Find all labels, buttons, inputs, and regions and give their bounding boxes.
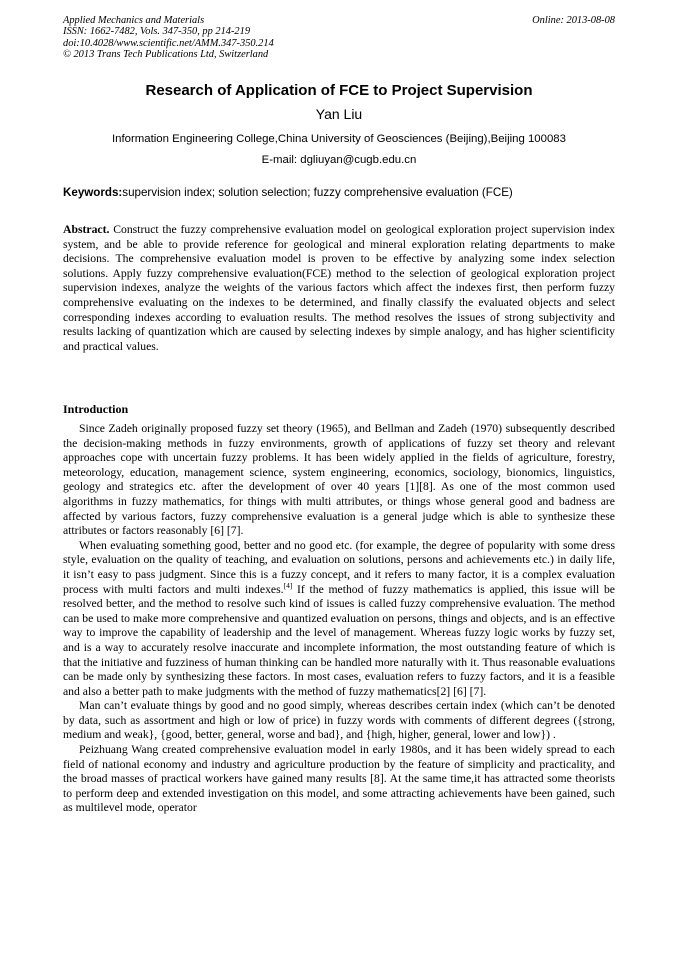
copyright-line: © 2013 Trans Tech Publications Ltd, Switzerland — [63, 49, 269, 61]
paragraph: Man can’t evaluate things by good and no good simply, whereas describes certain index (which can’t be denoted by data, such as assortment and high or low of price) in fuzzy words with comments of different degrees ({strong, medium and weak}, {good, better, general, worse and bad}, and {high, higher, general, lower and low}) . — [63, 699, 615, 742]
paragraph: Since Zadeh originally proposed fuzzy set theory (1965), and Bellman and Zadeh (1970) subsequently described the decision-making methods in fuzzy environments, growth of applications of fuzzy set theory and relevant approaches cope with uncertain fuzzy problems. It has been widely applied in the fields of agriculture, forestry, meteorology, education, management science, system engineering, economics, sociology, bionomics, linguistics, geology and strategics etc. after the development of over 40 years [1][8]. As one of the most common used algorithms in fuzzy mathematics, for things with multi attributes, or things whose general good and badness are affected by various factors, fuzzy comprehensive evaluation is a general judge which is able to synthesize these attributes or factors reasonably [6] [7]. — [63, 422, 615, 538]
author-email: E-mail: dgliuyan@cugb.edu.cn — [261, 154, 417, 166]
abstract-label: Abstract. — [63, 223, 110, 236]
doi-line: doi:10.4028/www.scientific.net/AMM.347-350.214 — [63, 37, 274, 49]
keywords-label: Keywords: — [63, 186, 123, 199]
section-heading-introduction: Introduction — [63, 402, 129, 416]
affiliation: Information Engineering College,China University of Geosciences (Beijing),Beijing 100083 — [112, 133, 566, 145]
introduction-body — [63, 422, 615, 816]
paper-title: Research of Application of FCE to Project Supervision — [145, 82, 533, 99]
paragraph-text: If the method of fuzzy mathematics is applied, this issue will be resolved better, and the method to resolve such kind of issues is called fuzzy comprehensive evaluation. The method can be used to make more comprehensive and quantized evaluation on persons, things and objects, and is an effective way to improve the capability of leadership and the level of management. Whereas fuzzy logic works by fuzzy set, and is a way to accurately resolve inaccurate and incomplete information, the most outstanding feature of which is that the initiative and fuzziness of human thinking can be handled more naturally with it. Thus reasonable evaluations can be made only by synthesizing these factors. In most cases, evaluation refers to fuzzy factors, and it is a feasible and also a better path to make judgments with the method of fuzzy mathematics[2] [6] [7]. — [63, 582, 615, 698]
paragraph-text: When evaluating something good, better and no good etc. (for example, the degree of popularity with some dress style, evaluation on the quality of teaching, and evaluation on solutions, persons and achievements etc.) in daily life, it isn’t easy to pass judgment. Since this is a fuzzy concept, and it refers to many factor, it is a complex evaluation process with multi factors and multi indexes. — [63, 538, 615, 596]
abstract — [63, 223, 615, 354]
keywords-text: supervision index; solution selection; fuzzy comprehensive evaluation (FCE) — [122, 186, 513, 199]
issn-line: ISSN: 1662-7482, Vols. 347-350, pp 214-219 — [63, 26, 251, 38]
citation-superscript: [4] — [283, 580, 293, 590]
paragraph: Peizhuang Wang created comprehensive evaluation model in early 1980s, and it has been widely spread to each field of national economy and industry and agriculture production by the feature of simplicity and practicality, and the broad masses of practical workers have gained many results [8]. At the same time,it has attracted some theorists to perform deep and extended investigation on this model, and some attracting achievements have been gained, such as multilevel mode, operator — [63, 743, 615, 815]
journal-header — [63, 15, 615, 61]
online-date: Online: 2013-08-08 — [532, 15, 615, 26]
abstract-text: Construct the fuzzy comprehensive evaluation model on geological exploration project supervision index system, and be able to provide reference for geological and mineral exploration relating departments to make decisions. The comprehensive evaluation model is proven to be effective by analyzing some index selection solutions. Apply fuzzy comprehensive evaluation(FCE) method to the selection of geological exploration project supervision indexes, analyze the weights of the various factors which affect the indexes first, then perform fuzzy comprehensive evaluating on the indexes to be determined, and finally classify the evaluated objects and select corresponding indexes according to evaluation results. The method resolves the issues of strong subjectivity and results lacking of quantization which are caused by selecting indexes by simple analogy, and has higher scientificity and practical values. — [63, 223, 616, 353]
keywords — [63, 186, 615, 200]
journal-name: Applied Mechanics and Materials — [63, 15, 205, 26]
author-name: Yan Liu — [315, 106, 363, 122]
paragraph — [63, 539, 615, 700]
